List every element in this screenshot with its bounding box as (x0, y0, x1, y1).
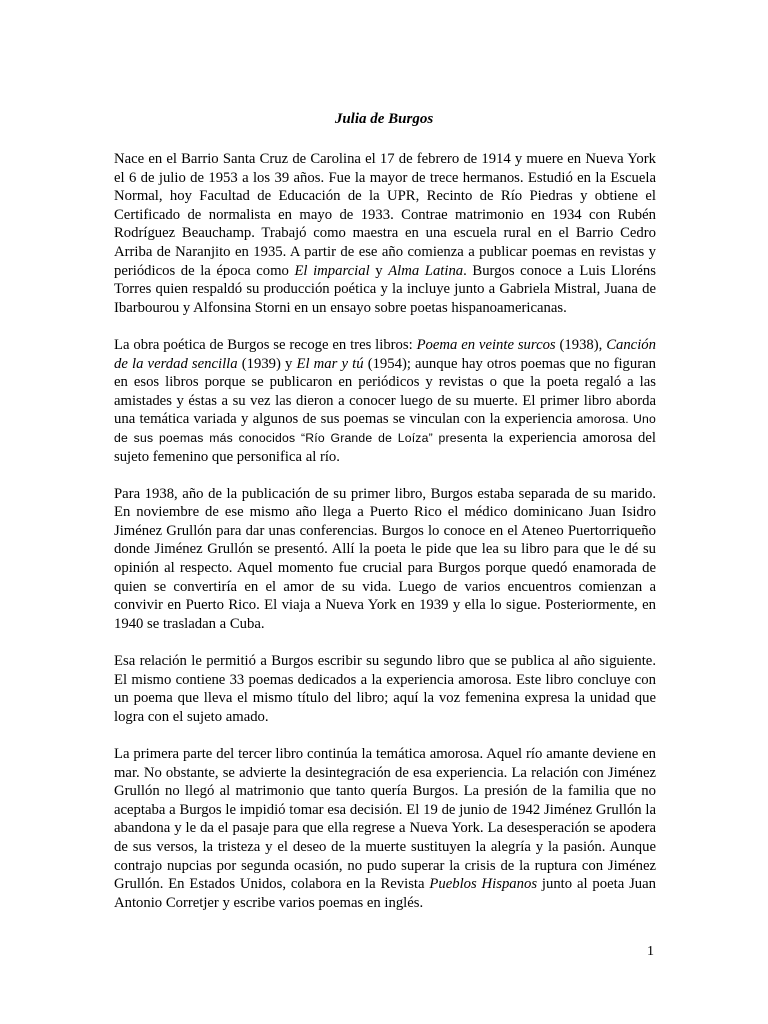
paragraph-text: (1939) y (237, 355, 297, 372)
publication-title: Alma Latina (388, 262, 464, 279)
book-title: El mar y tú (296, 355, 364, 372)
paragraph-third-book (114, 745, 656, 912)
paragraph-text: Nace en el Barrio Santa Cruz de Carolina el 17 de febrero de 1914 y muere en Nueva York el 6 de julio de 1953 a los 39 años. Fue la mayor de trece hermanos. Estudió en la Escuela Normal, hoy Facultad de Educación de la UPR, Recinto de Río Piedras y obtiene el Certificado de normalista en mayo de 1933. Contrae matrimonio en 1934 con Rubén Rodríguez Beauchamp. Trabajó como maestra en una escuela rural en el Barrio Cedro Arriba de Naranjito en 1935. A partir de ese año comienza a publicar poemas en revistas y periódicos de la época como (114, 151, 656, 279)
document-title: Julia de Burgos (334, 111, 434, 127)
magazine-title: Pueblos Hispanos (429, 876, 538, 893)
publication-title: El imparcial (294, 262, 370, 279)
paragraph-text: (1938), (555, 336, 607, 353)
paragraph-biography (114, 150, 656, 317)
page-number: 1 (647, 944, 654, 959)
document-body (114, 150, 656, 912)
paragraph-text: y (369, 262, 389, 279)
book-title: Poema en veinte surcos (416, 336, 556, 353)
paragraph-text: La obra poética de Burgos se recoge en tres libros: (114, 336, 417, 353)
paragraph-first-book: Para 1938, año de la publicación de su primer libro, Burgos estaba separada de su marido. En noviembre de ese mismo año llega a Puerto Rico el médico dominicano Juan Isidro Jiménez Grullón para dar unas conferencias. Burgos lo conoce en el Ateneo Puertorriqueño donde Jiménez Grullón se presentó. Allí la poeta le pide que lea su libro para que le dé su opinión al respecto. Aquel momento fue crucial para Burgos porque quedó enamorada de quien se convertiría en el amor de su vida. Luego de varios encuentros comienzan a convivir en Puerto Rico. El viaja a Nueva York en 1939 y ella lo sigue. Posteriormente, en 1940 se trasladan a Cuba. (114, 485, 656, 632)
paragraph-text: . Burgos conoce a Luis Lloréns Torres quien respaldó su producción poética y la incluye junto a Gabriela Mistral, Juana de Ibarbourou y Alfonsina Storni en un ensayo sobre poetas hispanoamericanas. (114, 262, 656, 316)
paragraph-second-book: Esa relación le permitió a Burgos escribir su segundo libro que se publica al año siguiente. El mismo contiene 33 poemas dedicados a la experiencia amorosa. Este libro concluye con un poema que lleva el mismo título del libro; aquí la voz femenina expresa la unidad que logra con el sujeto amado. (114, 653, 656, 725)
paragraph-text: (1954); aunque hay otros poemas que no figuran en esos libros porque se publicaron en periódicos y revistas o que la poeta regaló a las amistades y éstas a su vez las dieron a conocer luego de su muerte. El primer libro aborda una temática variada y algunos de sus poemas se vinculan con la experiencia (114, 355, 656, 428)
paragraph-works (114, 336, 656, 466)
paragraph-text-alt-font: amorosa. Uno de sus poemas más conocidos “Río Grande de Loíza” presenta la (114, 412, 656, 445)
book-title: Canción de la verdad sencilla (114, 336, 656, 372)
paragraph-text: La primera parte del tercer libro continúa la temática amorosa. Aquel río amante deviene en mar. No obstante, se advierte la desintegración de esa experiencia. La relación con Jiménez Grullón no llegó al matrimonio que tanto quería Burgos. La presión de la familia que no aceptaba a Burgos le impidió tomar esa decisión. El 19 de junio de 1942 Jiménez Grullón la abandona y le da el pasaje para que ella regrese a Nueva York. La desesperación se apodera de sus versos, la tristeza y el deseo de la muerte sustituyen la alegría y la pasión. Aunque contrajo nupcias por segunda ocasión, no pudo superar la crisis de la ruptura con Jiménez Grullón. En Estados Unidos, colabora en la Revista (114, 746, 656, 893)
paragraph-text: junto al poeta Juan Antonio Corretjer y escribe varios poemas en inglés. (114, 876, 656, 911)
paragraph-text: experiencia amorosa del sujeto femenino que personifica al río. (114, 429, 656, 465)
